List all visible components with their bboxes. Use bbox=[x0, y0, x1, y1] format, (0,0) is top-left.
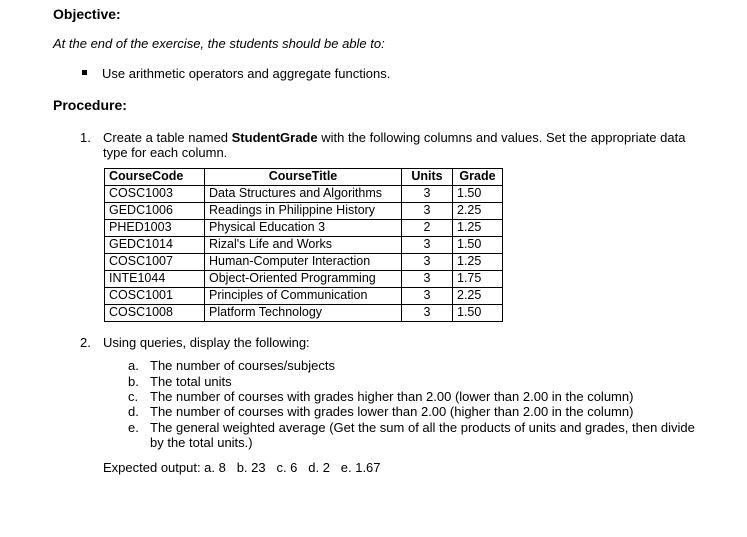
cell-units: 2 bbox=[402, 220, 453, 237]
table-row bbox=[105, 203, 503, 220]
step1-text-before: Create a table named bbox=[103, 130, 232, 145]
item-a-letter: a. bbox=[128, 358, 139, 373]
header-grade: Grade bbox=[453, 169, 503, 186]
cell-coursecode: COSC1008 bbox=[105, 305, 205, 322]
cell-coursetitle: Rizal's Life and Works bbox=[205, 237, 402, 254]
student-grade-table bbox=[104, 168, 503, 322]
cell-units: 3 bbox=[402, 305, 453, 322]
item-e-text: The general weighted average (Get the sum of all the products of units and grades, then divide bbox=[150, 420, 695, 435]
cell-coursecode: PHED1003 bbox=[105, 220, 205, 237]
cell-grade: 1.50 bbox=[453, 237, 503, 254]
cell-coursecode: INTE1044 bbox=[105, 271, 205, 288]
cell-coursetitle: Platform Technology bbox=[205, 305, 402, 322]
item-e-text-line2: by the total units.) bbox=[150, 435, 253, 450]
table-row bbox=[105, 288, 503, 305]
cell-coursecode: GEDC1014 bbox=[105, 237, 205, 254]
step2-number: 2. bbox=[80, 335, 91, 350]
table-name: StudentGrade bbox=[231, 130, 318, 145]
step1-text-after: with the following columns and values. Set the appropriate data bbox=[317, 130, 686, 145]
cell-coursetitle: Human-Computer Interaction bbox=[205, 254, 402, 271]
objective-intro: At the end of the exercise, the students should be able to: bbox=[53, 36, 385, 51]
item-d-letter: d. bbox=[128, 404, 139, 419]
item-b-text: The total units bbox=[150, 374, 232, 389]
cell-units: 3 bbox=[402, 237, 453, 254]
step1-text-line2: type for each column. bbox=[103, 145, 228, 160]
table-row bbox=[105, 271, 503, 288]
table-row bbox=[105, 186, 503, 203]
cell-coursecode: GEDC1006 bbox=[105, 203, 205, 220]
bullet-marker bbox=[82, 70, 87, 75]
table-row bbox=[105, 237, 503, 254]
item-c-letter: c. bbox=[128, 389, 139, 404]
table-header-row bbox=[105, 169, 503, 186]
cell-coursetitle: Readings in Philippine History bbox=[205, 203, 402, 220]
item-c-text: The number of courses with grades higher than 2.00 (lower than 2.00 in the column) bbox=[150, 389, 634, 404]
cell-coursecode: COSC1003 bbox=[105, 186, 205, 203]
cell-units: 3 bbox=[402, 203, 453, 220]
cell-coursecode: COSC1001 bbox=[105, 288, 205, 305]
expected-output: Expected output: a. 8 b. 23 c. 6 d. 2 e. 1.67 bbox=[103, 460, 381, 475]
cell-grade: 1.25 bbox=[453, 220, 503, 237]
step1-text bbox=[103, 130, 685, 145]
header-coursecode: CourseCode bbox=[105, 169, 205, 186]
table-row bbox=[105, 305, 503, 322]
cell-coursetitle: Data Structures and Algorithms bbox=[205, 186, 402, 203]
item-d-text: The number of courses with grades lower than 2.00 (higher than 2.00 in the column) bbox=[150, 404, 634, 419]
table-row bbox=[105, 220, 503, 237]
cell-grade: 2.25 bbox=[453, 203, 503, 220]
item-e-letter: e. bbox=[128, 420, 139, 435]
step1-number: 1. bbox=[80, 130, 91, 145]
cell-units: 3 bbox=[402, 288, 453, 305]
cell-units: 3 bbox=[402, 271, 453, 288]
table-row bbox=[105, 254, 503, 271]
cell-units: 3 bbox=[402, 186, 453, 203]
cell-coursetitle: Physical Education 3 bbox=[205, 220, 402, 237]
cell-units: 3 bbox=[402, 254, 453, 271]
header-coursetitle: CourseTitle bbox=[205, 169, 402, 186]
step2-text: Using queries, display the following: bbox=[103, 335, 310, 350]
cell-coursetitle: Object-Oriented Programming bbox=[205, 271, 402, 288]
cell-grade: 2.25 bbox=[453, 288, 503, 305]
cell-grade: 1.50 bbox=[453, 305, 503, 322]
cell-coursetitle: Principles of Communication bbox=[205, 288, 402, 305]
cell-grade: 1.75 bbox=[453, 271, 503, 288]
item-b-letter: b. bbox=[128, 374, 139, 389]
cell-coursecode: COSC1007 bbox=[105, 254, 205, 271]
cell-grade: 1.25 bbox=[453, 254, 503, 271]
cell-grade: 1.50 bbox=[453, 186, 503, 203]
item-a-text: The number of courses/subjects bbox=[150, 358, 335, 373]
objective-heading: Objective: bbox=[53, 6, 121, 22]
procedure-heading: Procedure: bbox=[53, 97, 127, 113]
header-units: Units bbox=[402, 169, 453, 186]
objective-bullet-1: Use arithmetic operators and aggregate functions. bbox=[102, 66, 391, 81]
